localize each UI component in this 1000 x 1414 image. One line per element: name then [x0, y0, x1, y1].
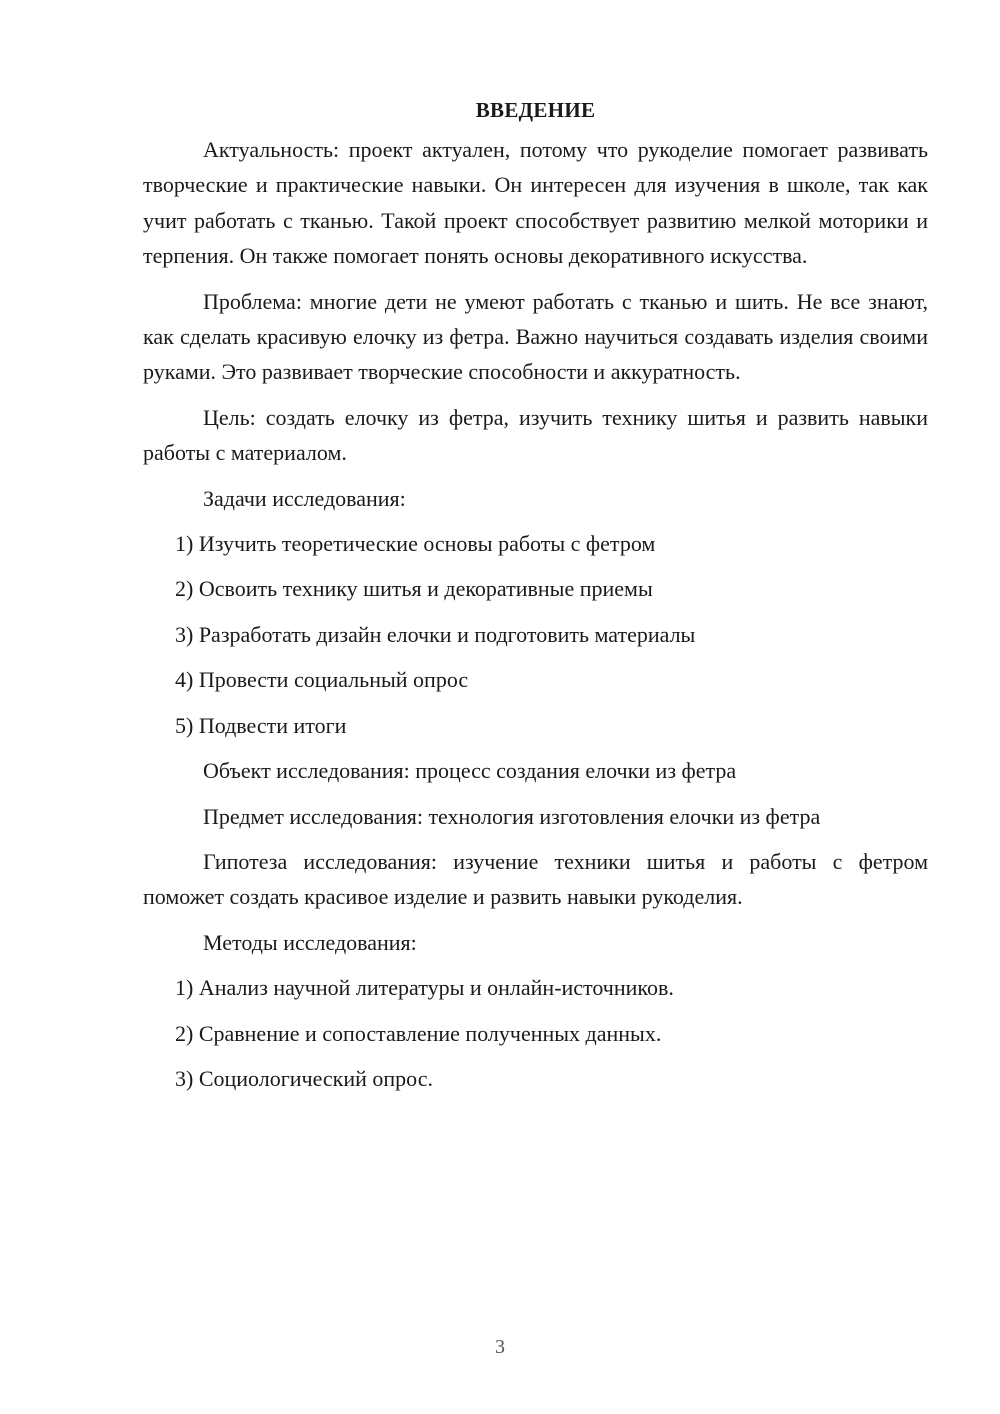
method-item: 1) Анализ научной литературы и онлайн-источников. [175, 975, 674, 1001]
methods-list [143, 970, 928, 1096]
goal-paragraph: Цель: создать елочку из фетра, изучить технику шитья и развить навыки работы с материалом. [143, 404, 928, 466]
page-number: 3 [495, 1336, 505, 1358]
task-item: 3) Разработать дизайн елочки и подготовить материалы [175, 621, 696, 647]
method-item: 2) Сравнение и сопоставление полученных данных. [175, 1020, 662, 1046]
hypothesis-paragraph: Гипотеза исследования: изучение техники шитья и работы с фетром поможет создать красивое изделие и развить навыки рукоделия. [143, 848, 928, 910]
task-item: 2) Освоить технику шитья и декоративные приемы [175, 576, 653, 602]
section-title: ВВЕДЕНИЕ [475, 98, 596, 122]
relevance-paragraph: Актуальность: проект актуален, потому что рукоделие помогает развивать творческие и практические навыки. Он интересен для изучения в школе, так как учит работать с тканью. Такой проект способствует развитию мелкой моторики и терпения. Он также помогает понять основы декоративного искусства. [143, 137, 928, 269]
tasks-list [143, 526, 928, 743]
subject-line: Предмет исследования: технология изготовления елочки из фетра [203, 803, 821, 829]
method-item: 3) Социологический опрос. [175, 1065, 433, 1091]
problem-paragraph: Проблема: многие дети не умеют работать с тканью и шить. Не все знают, как сделать красивую елочку из фетра. Важно научиться создавать изделия своими руками. Это развивает творческие способности и аккуратность. [143, 288, 928, 385]
task-item: 5) Подвести итоги [175, 712, 347, 738]
tasks-heading: Задачи исследования: [203, 485, 406, 511]
task-item: 4) Провести социальный опрос [175, 667, 469, 693]
task-item: 1) Изучить теоретические основы работы с фетром [175, 531, 656, 557]
methods-heading: Методы исследования: [203, 929, 417, 955]
page-content [143, 92, 928, 1106]
object-line: Объект исследования: процесс создания елочки из фетра [203, 758, 737, 784]
